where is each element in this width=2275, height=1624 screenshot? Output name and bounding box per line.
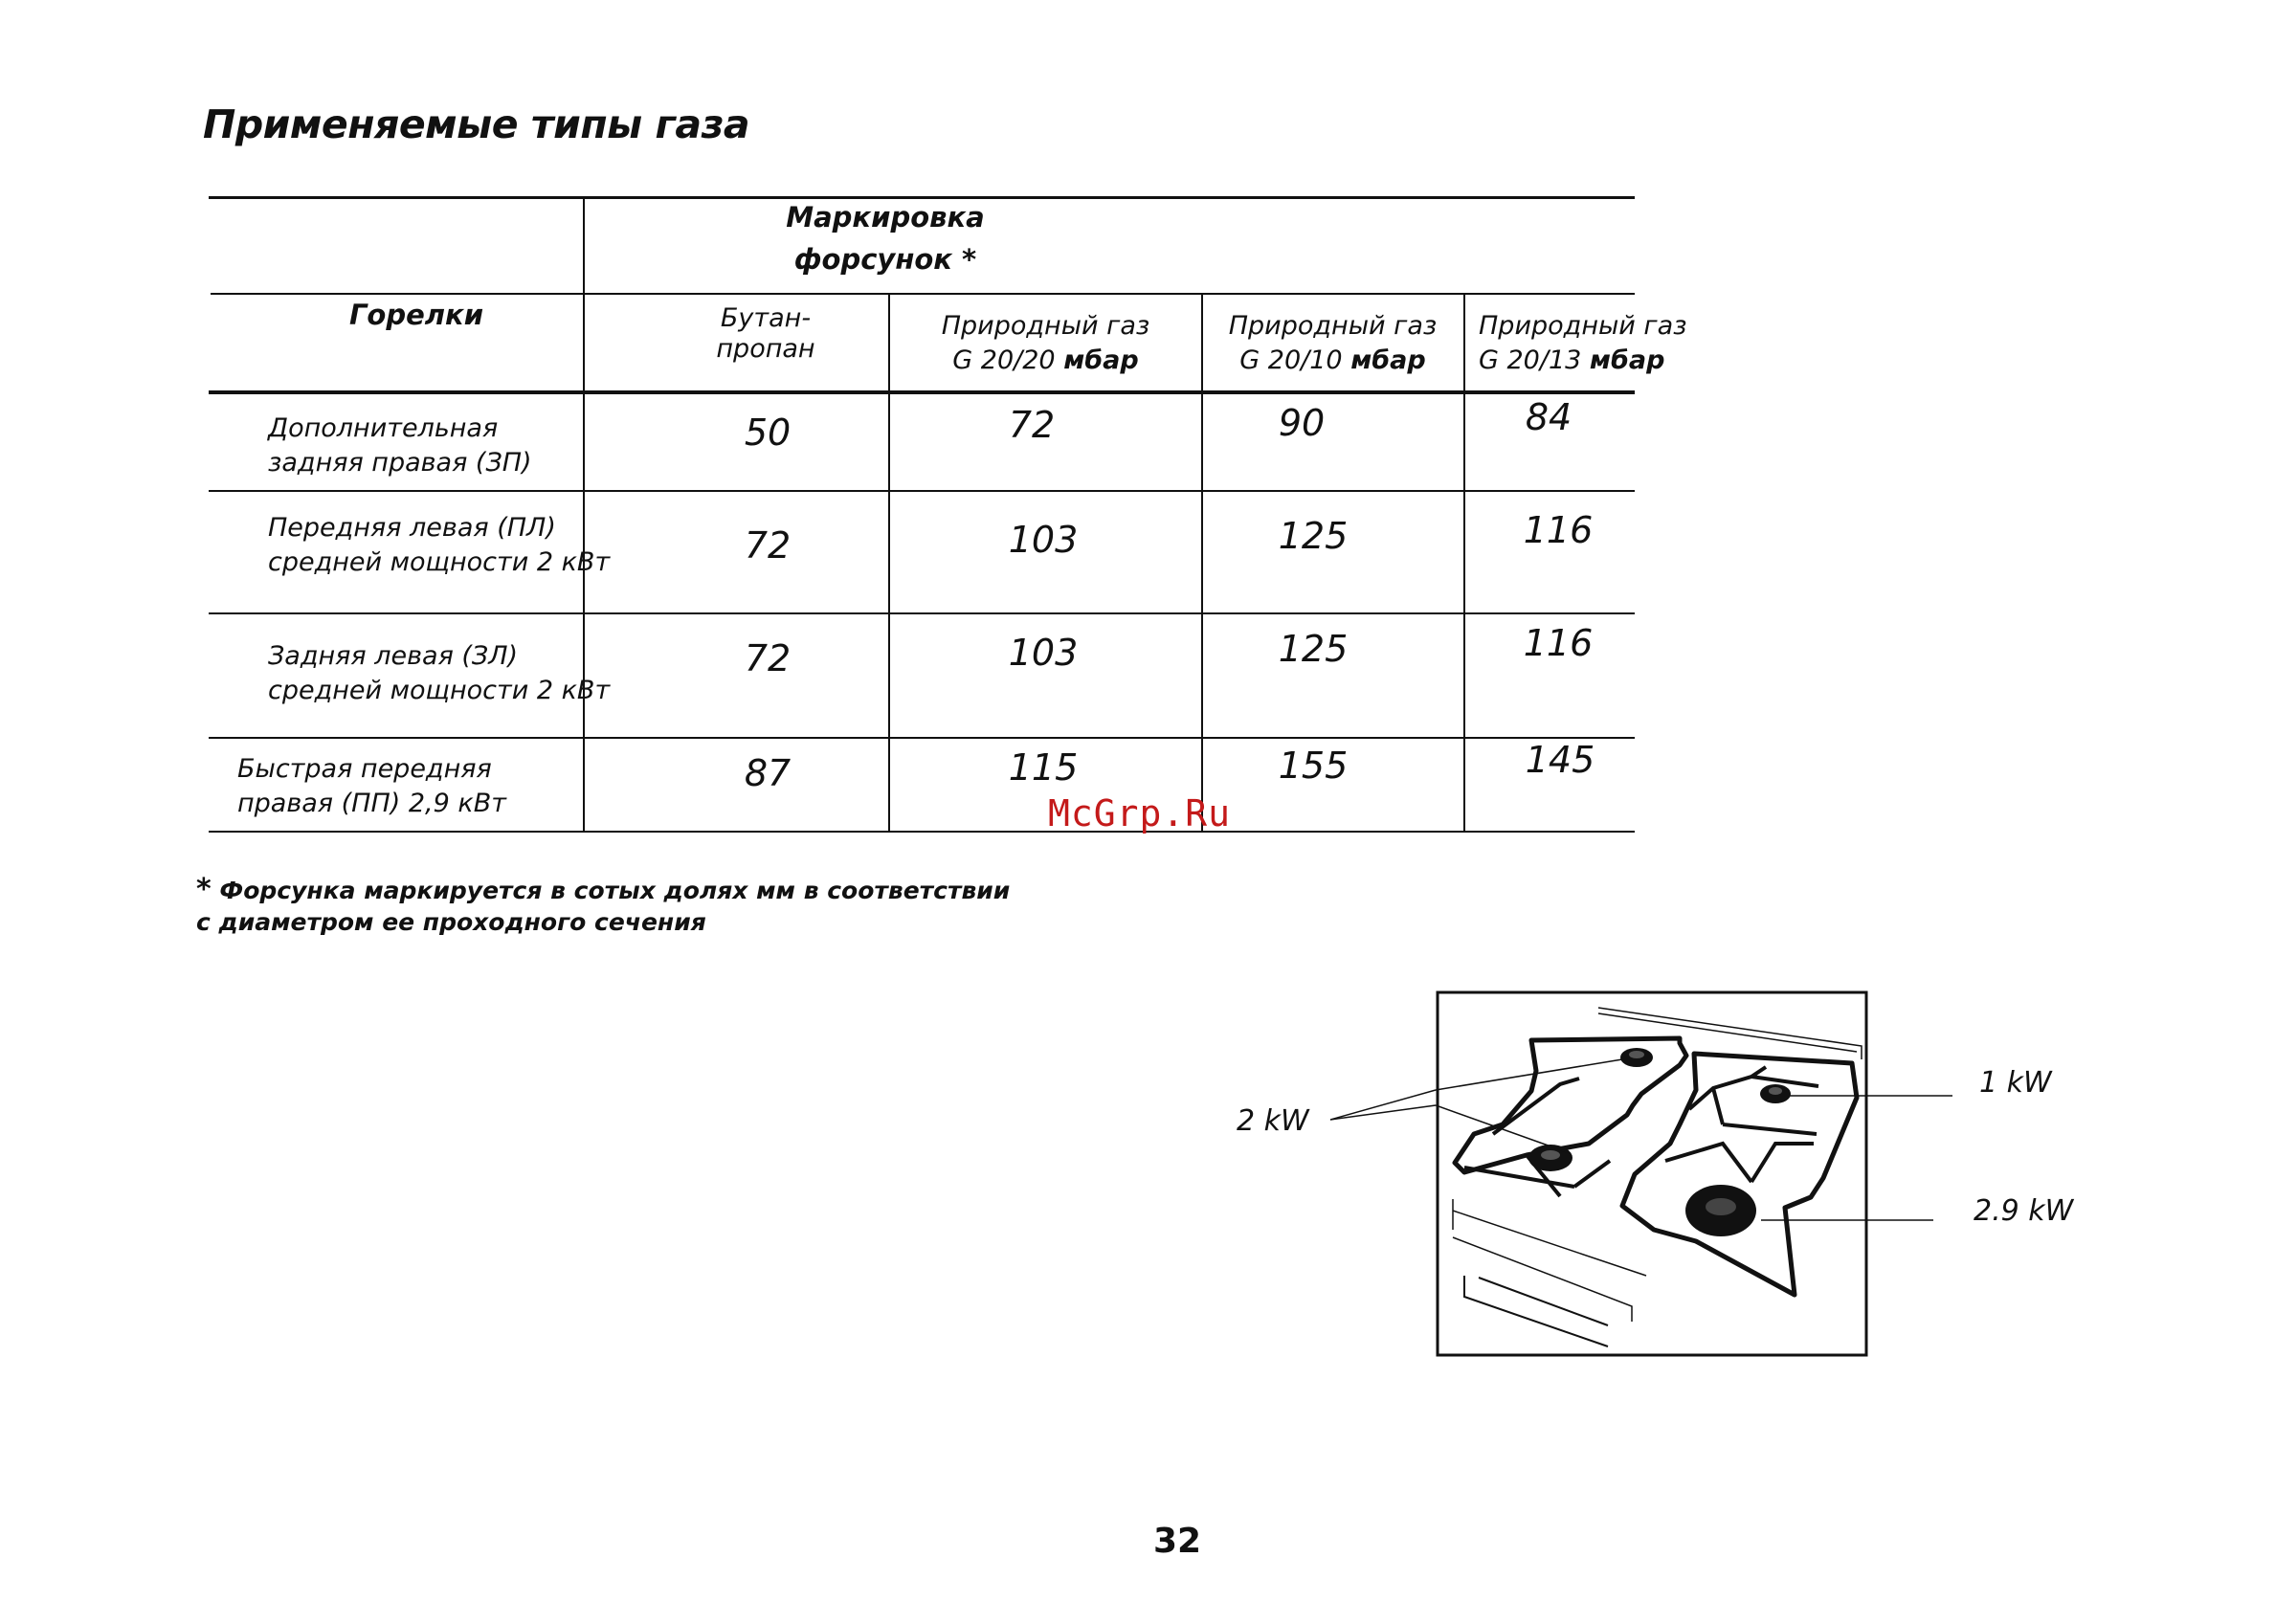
table-cell-value: 125 [1278, 515, 1349, 557]
marking-header-line1: Маркировка [786, 201, 985, 234]
page-number: 32 [1152, 1522, 1202, 1561]
footnote-line2: с диаметром ее проходного сечения [196, 908, 706, 936]
row-label-line1: Задняя левая (ЗЛ) [268, 641, 519, 671]
row-label-line2: средней мощности 2 кВт [268, 676, 611, 705]
table-cell-value: 72 [1008, 404, 1056, 446]
leader-lines [1330, 1053, 1962, 1244]
label-2kw: 2 kW [1237, 1104, 1309, 1138]
page-title: Применяемые типы газа [203, 101, 750, 147]
column-header-g20-10 [1192, 309, 1474, 378]
row-label-line1: Быстрая передняя [237, 754, 492, 784]
table-cell-value: 103 [1008, 632, 1079, 674]
row-label-line2: средней мощности 2 кВт [268, 547, 611, 577]
column-header-g20-20 [900, 309, 1192, 378]
table-cell-value: 155 [1278, 745, 1349, 787]
column-header-line1: Природный газ [1228, 311, 1438, 341]
asterisk-icon: * [196, 873, 212, 906]
marking-header [727, 196, 1043, 280]
table-cell-value: 116 [1523, 509, 1594, 551]
table-cell-value: 115 [1008, 746, 1079, 789]
table-row-label [237, 752, 506, 821]
column-header-unit: мбар [1589, 345, 1665, 375]
table-row-label [268, 639, 610, 708]
table-cell-value: 87 [744, 752, 792, 794]
table-cell-value: 50 [744, 412, 792, 454]
row-label-line2: правая (ПП) 2,9 кВт [237, 789, 506, 818]
column-header-line1: Бутан- [720, 303, 812, 333]
row-label-line1: Дополнительная [268, 413, 499, 443]
column-header-line1: Природный газ [1479, 311, 1687, 341]
table-cell-value: 72 [744, 637, 792, 679]
marking-header-line2: форсунок * [793, 243, 977, 276]
column-header-line2: G 20/10 [1239, 345, 1343, 375]
row-label-line2: задняя правая (ЗП) [268, 448, 532, 478]
footnote [196, 874, 1010, 938]
footnote-line1: Форсунка маркируется в сотых долях мм в соответствии [219, 877, 1011, 904]
watermark-link[interactable]: McGrp.Ru [1048, 792, 1232, 834]
table-cell-value: 145 [1525, 739, 1595, 781]
burners-header: Горелки [348, 299, 484, 331]
label-2-9kw: 2.9 kW [1974, 1194, 2074, 1228]
label-1kw: 1 kW [1979, 1066, 2052, 1100]
table-row-label [268, 412, 532, 480]
table-cell-value: 72 [744, 524, 792, 567]
column-header-g20-13 [1479, 309, 1687, 378]
table-cell-value: 84 [1525, 396, 1572, 438]
column-header-line2: G 20/20 [952, 345, 1056, 375]
table-cell-value: 125 [1278, 628, 1349, 670]
table-row-label [268, 511, 610, 580]
column-header-butane [670, 301, 861, 367]
column-header-unit: мбар [1350, 345, 1426, 375]
table-cell-value: 116 [1523, 622, 1594, 664]
column-header-line2: G 20/13 [1479, 345, 1582, 375]
row-label-line1: Передняя левая (ПЛ) [268, 513, 556, 543]
column-header-line1: Природный газ [941, 311, 1150, 341]
table-cell-value: 90 [1278, 402, 1326, 444]
column-header-unit: мбар [1063, 345, 1139, 375]
column-header-line2: пропан [716, 334, 815, 364]
table-cell-value: 103 [1008, 519, 1079, 561]
